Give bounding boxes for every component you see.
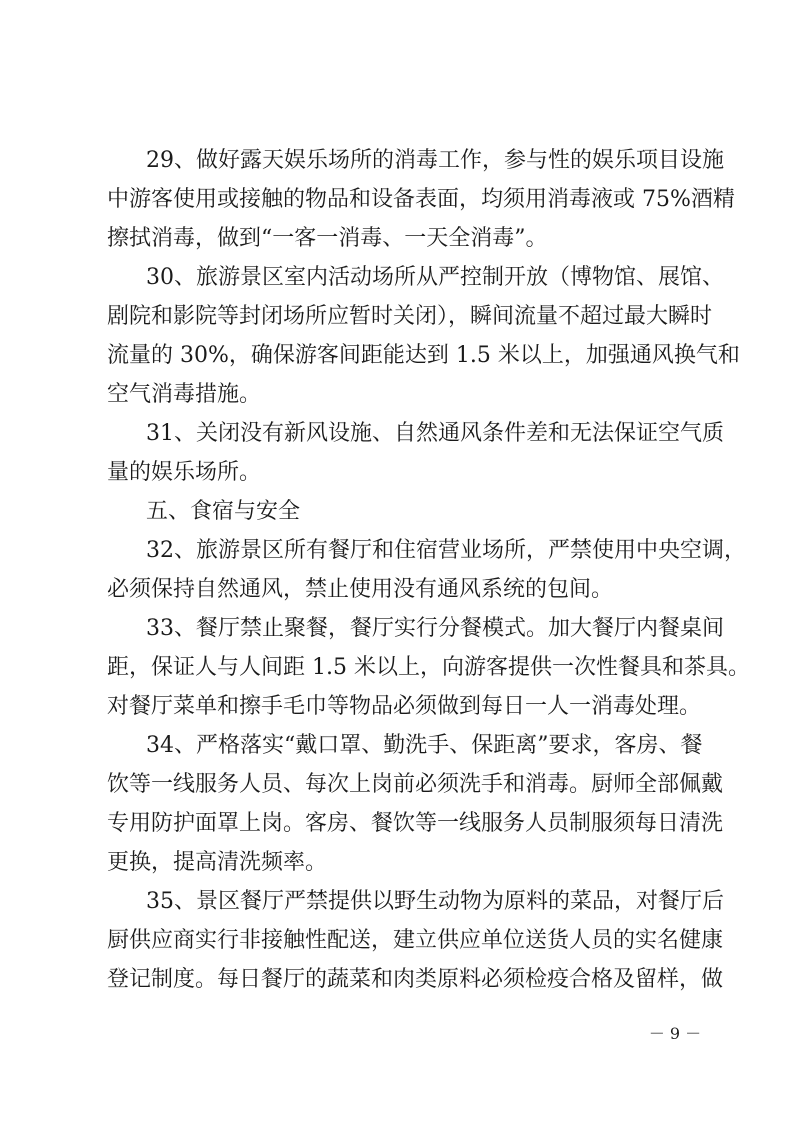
text-line-30-1: 30、旅游景区室内活动场所从严控制开放（博物馆、展馆、 xyxy=(146,265,724,290)
text-line-29-2: 中游客使用或接触的物品和设备表面，均须用消毒液或 75%酒精 xyxy=(107,187,735,212)
text-line-30-3: 流量的 30%，确保游客间距能达到 1.5 米以上，加强通风换气和 xyxy=(107,343,740,368)
text-line-33-1: 33、餐厅禁止聚餐，餐厅实行分餐模式。加大餐厅内餐桌间 xyxy=(146,616,724,641)
text-line-32-2: 必须保持自然通风，禁止使用没有通风系统的包间。 xyxy=(107,577,614,602)
text-line-35-1: 35、景区餐厅严禁提供以野生动物为原料的菜品，对餐厅后 xyxy=(146,889,724,914)
text-line-34-2: 饮等一线服务人员、每次上岗前必须洗手和消毒。厨师全部佩戴 xyxy=(107,772,724,797)
text-line-30-2: 剧院和影院等封闭场所应暂时关闭），瞬间流量不超过最大瞬时 xyxy=(107,304,713,329)
text-line-35-3: 登记制度。每日餐厅的蔬菜和肉类原料必须检疫合格及留样，做 xyxy=(107,967,724,992)
section-heading-food-lodging-safety: 五、食宿与安全 xyxy=(146,499,301,524)
text-line-31-1: 31、关闭没有新风设施、自然通风条件差和无法保证空气质 xyxy=(146,421,724,446)
text-line-29-3: 擦拭消毒，做到“一客一消毒、一天全消毒”。 xyxy=(107,226,548,251)
text-line-34-3: 专用防护面罩上岗。客房、餐饮等一线服务人员制服须每日清洗 xyxy=(107,811,724,836)
text-line-31-2: 量的娱乐场所。 xyxy=(107,460,262,485)
text-line-33-3: 对餐厅菜单和擦手毛巾等物品必须做到每日一人一消毒处理。 xyxy=(107,694,702,719)
text-line-30-4: 空气消毒措施。 xyxy=(107,382,262,407)
page-number: － 9 － xyxy=(648,1024,702,1043)
text-line-33-2: 距，保证人与人间距 1.5 米以上，向游客提供一次性餐具和茶具。 xyxy=(107,655,750,680)
text-line-34-4: 更换，提高清洗频率。 xyxy=(107,850,328,875)
text-line-35-2: 厨供应商实行非接触性配送，建立供应单位送货人员的实名健康 xyxy=(107,928,724,953)
text-line-29-1: 29、做好露天娱乐场所的消毒工作，参与性的娱乐项目设施 xyxy=(146,148,724,173)
text-line-34-1: 34、严格落实“戴口罩、勤洗手、保距离”要求，客房、餐 xyxy=(146,733,703,758)
text-line-32-1: 32、旅游景区所有餐厅和住宿营业场所，严禁使用中央空调， xyxy=(146,538,746,563)
